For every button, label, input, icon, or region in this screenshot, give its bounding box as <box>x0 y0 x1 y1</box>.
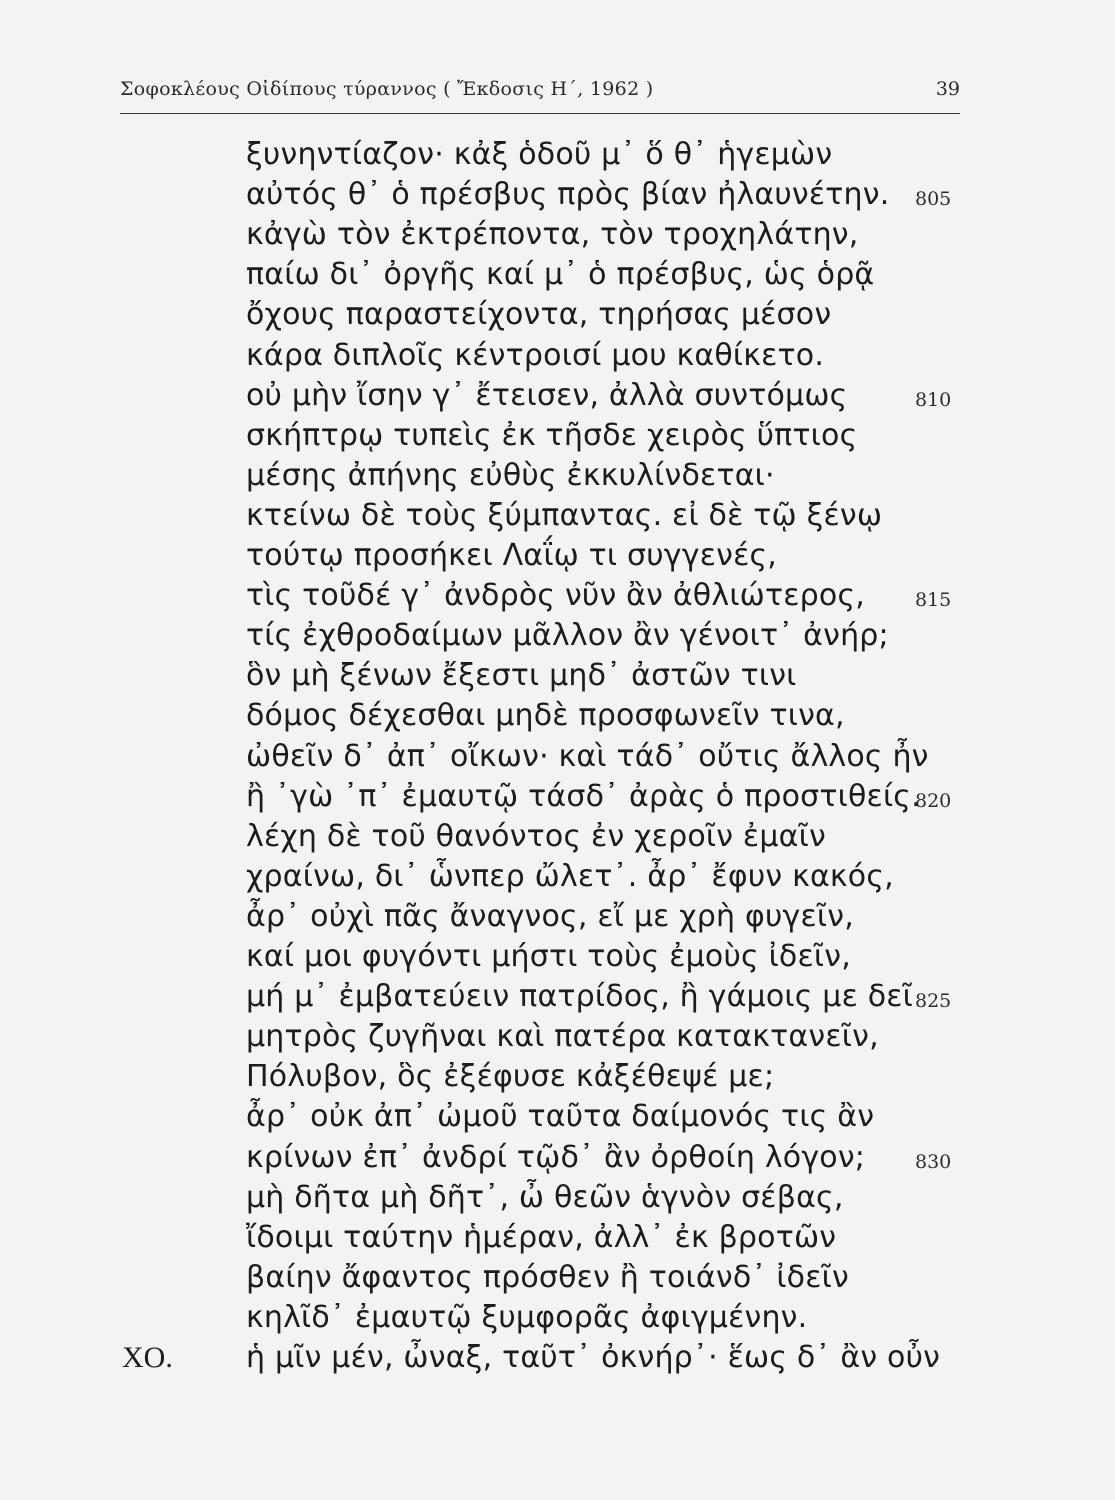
line-number: 820 <box>915 790 952 812</box>
verse-line: οὐ μὴν ἴσην γ᾽ ἔτεισεν, ἀλλὰ συντόμως <box>246 378 848 413</box>
verse-line: χραίνω, δι᾽ ὧνπερ ὤλετ᾽. ἆρ᾽ ἔφυν κακός, <box>246 859 894 894</box>
verse-line: τίς ἐχθροδαίμων μᾶλλον ἂν γένοιτ᾽ ἀνήρ; <box>246 618 889 653</box>
verse-line: κηλῖδ᾽ ἐμαυτῷ ξυμφορᾶς ἀφιγμένην. <box>246 1300 808 1335</box>
verse-line: ξυνηντίαζον· κἀξ ὁδοῦ μ᾽ ὅ θ᾽ ἡγεμὼν <box>246 137 833 172</box>
line-number: 825 <box>915 990 952 1012</box>
verse-line: μὴ δῆτα μὴ δῆτ᾽, ὦ θεῶν ἁγνὸν σέβας, <box>246 1180 844 1215</box>
verse-line: ἢ ᾽γὼ ᾽π᾽ ἐμαυτῷ τάσδ᾽ ἀρὰς ὁ προστιθείς. <box>246 779 921 814</box>
verse-line: μέσης ἀπήνης εὐθὺς ἐκκυλίνδεται· <box>246 458 775 493</box>
verse-line: ἆρ᾽ οὐχὶ πᾶς ἄναγνος, εἴ με χρὴ φυγεῖν, <box>246 899 854 934</box>
page-number: 39 <box>935 78 960 100</box>
header-rule <box>120 113 960 114</box>
line-number: 805 <box>915 188 952 210</box>
verse-line: ἡ μῖν μέν, ὦναξ, ταῦτ᾽ ὀκνήρ᾽· ἕως δ᾽ ἂν οὖν <box>246 1340 941 1375</box>
verse-line: καί μοι φυγόντι μήστι τοὺς ἐμοὺς ἰδεῖν, <box>246 939 851 974</box>
running-title: Σοφοκλέους Οἰδίπους τύραννος ( Ἔκδοσις Η΄, 1962 ) <box>120 78 654 100</box>
verse-line: ἴδοιμι ταύτην ἡμέραν, ἀλλ᾽ ἐκ βροτῶν <box>246 1220 837 1255</box>
verse-line: ὠθεῖν δ᾽ ἀπ᾽ οἴκων· καὶ τάδ᾽ οὔτις ἄλλος ἦν <box>246 739 929 774</box>
verse-line: δόμος δέχεσθαι μηδὲ προσφωνεῖν τινα, <box>246 698 845 733</box>
verse-line: Πόλυβον, ὃς ἐξέφυσε κἀξέθεψέ με; <box>246 1059 775 1094</box>
verse-line: σκήπτρῳ τυπεὶς ἐκ τῆσδε χειρὸς ὕπτιος <box>246 418 858 453</box>
verse-line: κρίνων ἐπ᾽ ἀνδρί τῷδ᾽ ἂν ὀρθοίη λόγον; <box>246 1140 866 1175</box>
verse-line: κτείνω δὲ τοὺς ξύμπαντας. εἰ δὲ τῷ ξένῳ <box>246 498 883 533</box>
verse-line: κάρα διπλοῖς κέντροισί μου καθίκετο. <box>246 338 825 373</box>
verse-line: μητρὸς ζυγῆναι καὶ πατέρα κατακτανεῖν, <box>246 1019 879 1054</box>
verse-line: τὶς τοῦδέ γ᾽ ἀνδρὸς νῦν ἂν ἀθλιώτερος, <box>246 578 866 613</box>
line-number: 830 <box>915 1151 952 1173</box>
verse-line: αὐτός θ᾽ ὁ πρέσβυς πρὸς βίαν ἠλαυνέτην. <box>246 177 890 212</box>
speaker-label: ΧΟ. <box>122 1341 173 1374</box>
verse-line: ἆρ᾽ οὐκ ἀπ᾽ ὠμοῦ ταῦτα δαίμονός τις ἂν <box>246 1099 875 1134</box>
verse-line: ὄχους παραστείχοντα, τηρήσας μέσον <box>246 297 832 332</box>
verse-line: βαίην ἄφαντος πρόσθεν ἢ τοιάνδ᾽ ἰδεῖν <box>246 1260 849 1295</box>
verse-line: παίω δι᾽ ὀργῆς καί μ᾽ ὁ πρέσβυς, ὡς ὁρᾷ <box>246 257 875 292</box>
line-number: 810 <box>915 389 952 411</box>
verse-line: λέχη δὲ τοῦ θανόντος ἐν χεροῖν ἐμαῖν <box>246 819 826 854</box>
running-header <box>120 78 960 108</box>
verse-line: ὃν μὴ ξένων ἔξεστι μηδ᾽ ἀστῶν τινι <box>246 658 797 693</box>
verse-line: τούτῳ προσήκει Λαΐῳ τι συγγενές, <box>246 538 778 573</box>
verse-line: κἀγὼ τὸν ἐκτρέποντα, τὸν τροχηλάτην, <box>246 217 859 252</box>
line-number: 815 <box>915 589 952 611</box>
verse-line: μή μ᾽ ἐμβατεύειν πατρίδος, ἢ γάμοις με δεῖ <box>246 979 914 1014</box>
